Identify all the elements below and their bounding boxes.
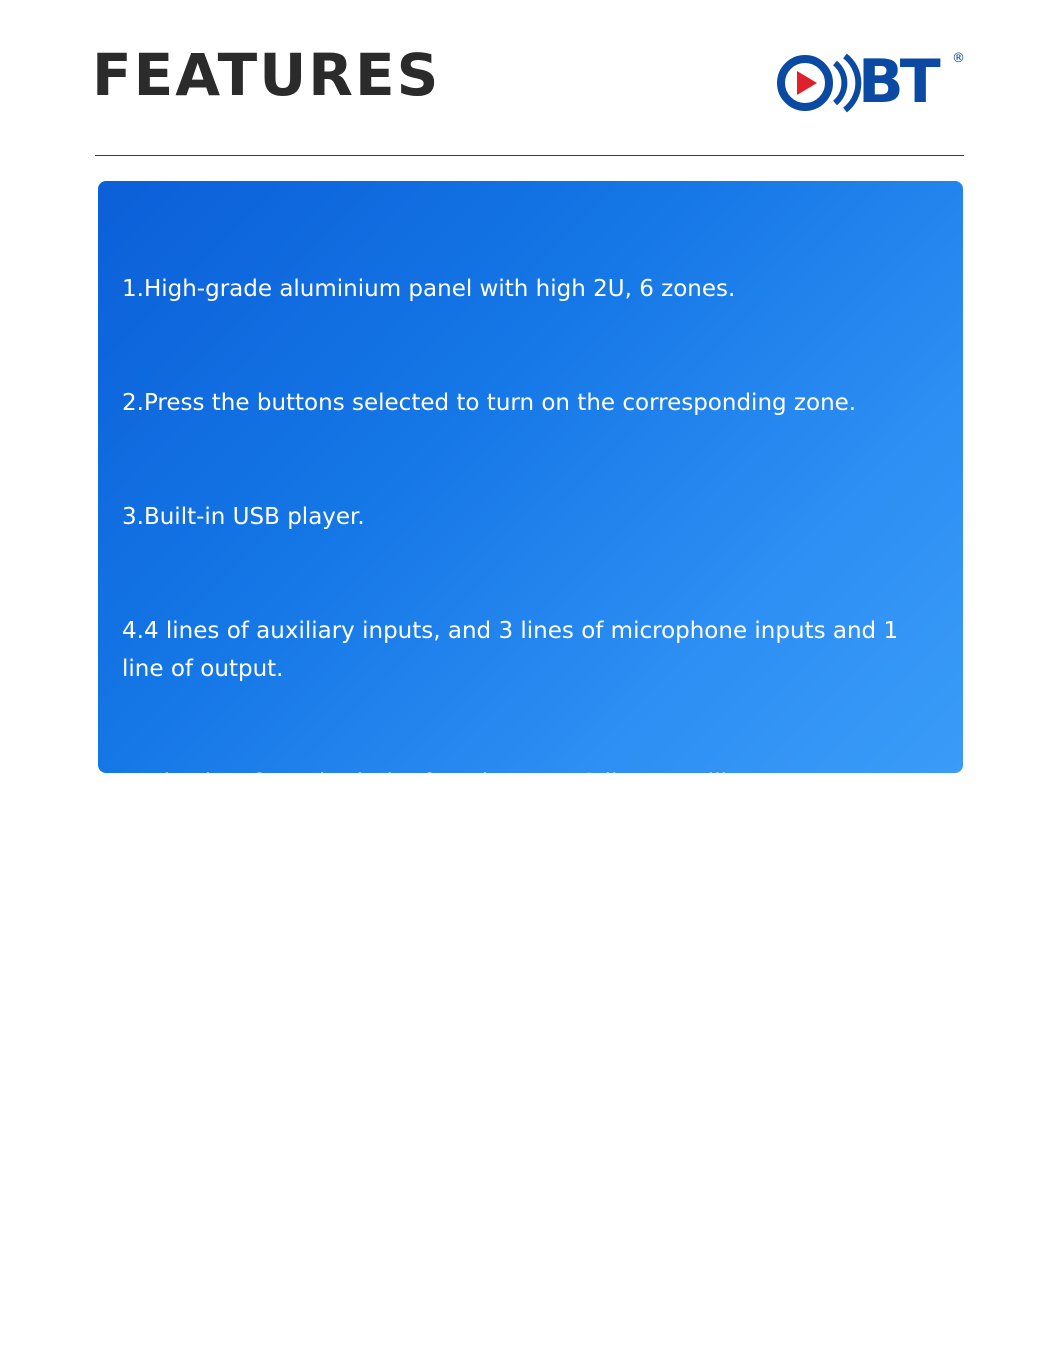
feature-item: 7.With automatic detecting function, protected against short-circuit, overheating and speaker overload. It has led indicating protection and buzzer alarm. — [122, 998, 916, 1100]
features-list — [122, 194, 939, 1372]
feature-item: 8.It is easy to use and maintain. Output Power 90W/150W/250W/350W/450W/550W/650W (optional) at 100V, 70V, 4-16 Ohm . — [122, 1188, 934, 1290]
registered-mark: ® — [952, 51, 965, 66]
feature-item: 6.Built-in alarm audio PCBA and chime can be used in an emergency. — [122, 884, 927, 910]
page-title: FEATURES — [92, 41, 441, 109]
logo-wordmark: BT — [858, 47, 937, 117]
features-panel — [98, 181, 963, 1290]
header-divider — [95, 155, 964, 156]
feature-item: 4.4 lines of auxiliary inputs, and 3 lines of microphone inputs and 1 line of output. — [122, 618, 906, 682]
feature-item: 2.Press the buttons selected to turn on the corresponding zone. — [122, 390, 857, 416]
feature-item: 5.Mic1 has forced priority function over 2 lines auxiliary. — [122, 770, 769, 796]
feature-item: 3.Built-in USB player. — [122, 504, 365, 530]
feature-item: 1.High-grade aluminium panel with high 2U, 6 zones. — [122, 276, 736, 302]
